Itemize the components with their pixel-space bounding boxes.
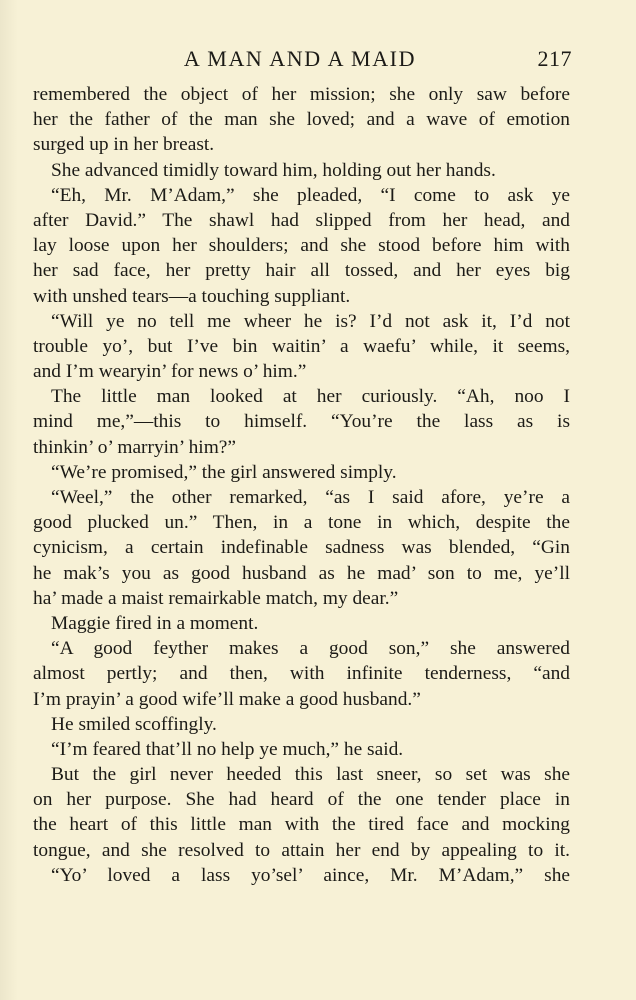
body-text bbox=[33, 82, 570, 888]
text-line: ha’ made a maist remairkable match, my dear.” bbox=[33, 587, 399, 609]
text-line: She advanced timidly toward him, holding out her hands. bbox=[51, 159, 496, 181]
text-line: But the girl never heeded this last sneer, so set was she bbox=[51, 764, 570, 786]
running-title: A MAN AND A MAID bbox=[183, 46, 417, 71]
text-line: and I’m wearyin’ for news o’ him.” bbox=[33, 361, 307, 383]
text-line: surged up in her breast. bbox=[33, 134, 215, 156]
text-line: her the father of the man she loved; and a wave of emotion bbox=[33, 109, 570, 131]
text-line: “Weel,” the other remarked, “as I said afore, ye’re a bbox=[51, 487, 570, 508]
text-line: the heart of this little man with the tired face and mocking bbox=[33, 814, 570, 836]
text-line: “Will ye no tell me wheer he is? I’d not ask it, I’d not bbox=[51, 310, 570, 332]
text-line: remembered the object of her mission; she only saw before bbox=[33, 84, 570, 105]
text-line: “Eh, Mr. M’Adam,” she pleaded, “I come to ask ye bbox=[51, 184, 570, 206]
text-line: her sad face, her pretty hair all tossed, and her eyes big bbox=[33, 260, 570, 282]
text-line: “Yo’ loved a lass yo’sel’ aince, Mr. M’Adam,” she bbox=[51, 864, 570, 886]
text-line: He smiled scoffingly. bbox=[51, 713, 217, 735]
text-line: I’m prayin’ a good wife’ll make a good husband.” bbox=[33, 688, 421, 710]
text-line: cynicism, a certain indefinable sadness was blended, “Gin bbox=[33, 537, 570, 559]
text-line: “We’re promised,” the girl answered simply. bbox=[51, 461, 397, 483]
text-line: tongue, and she resolved to attain her end by appealing to it. bbox=[33, 839, 570, 861]
text-line: “I’m feared that’ll no help ye much,” he said. bbox=[51, 738, 404, 760]
page-header bbox=[0, 43, 636, 75]
text-line: thinkin’ o’ marryin’ him?” bbox=[33, 436, 236, 458]
page-number: 217 bbox=[537, 46, 572, 71]
text-line: good plucked un.” Then, in a tone in which, despite the bbox=[33, 512, 570, 534]
text-line: almost pertly; and then, with infinite tenderness, “and bbox=[33, 663, 570, 685]
text-line: with unshed tears—a touching suppliant. bbox=[33, 285, 351, 307]
text-line: he mak’s you as good husband as he mad’ son to me, ye’ll bbox=[33, 562, 570, 584]
text-line: “A good feyther makes a good son,” she answered bbox=[51, 638, 570, 660]
text-line: Maggie fired in a moment. bbox=[51, 612, 259, 634]
text-line: The little man looked at her curiously. “Ah, noo I bbox=[51, 386, 570, 408]
text-line: after David.” The shawl had slipped from her head, and bbox=[33, 209, 570, 231]
text-line: on her purpose. She had heard of the one tender place in bbox=[33, 789, 570, 811]
text-line: lay loose upon her shoulders; and she stood before him with bbox=[33, 235, 570, 257]
text-line: mind me,”—this to himself. “You’re the lass as is bbox=[33, 411, 570, 433]
text-line: trouble yo’, but I’ve bin waitin’ a waefu’ while, it seems, bbox=[33, 335, 570, 357]
